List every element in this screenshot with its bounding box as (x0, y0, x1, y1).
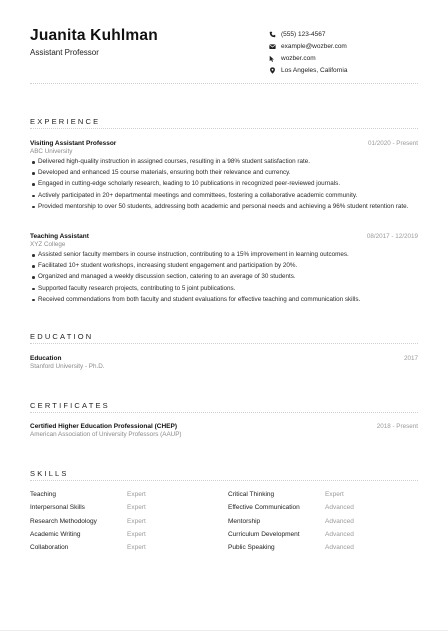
education-degree-label: Education (30, 355, 62, 362)
experience-divider (30, 128, 418, 129)
job-org: ABC University (30, 148, 73, 155)
bullet-item: Facilitated 10+ student workshops, increasing student engagement and participation by 20%. (30, 262, 418, 271)
bullet-item: Delivered high-quality instruction in assigned courses, resulting in a 98% student satisfaction rate. (30, 158, 418, 167)
header-divider (30, 83, 418, 84)
experience-entry (30, 140, 418, 214)
skill-item (228, 518, 354, 525)
bullet-item: Engaged in cutting-edge scholarly research, leading to 10 publications in recognized peer-reviewed journals. (30, 180, 418, 189)
skill-level: Expert (127, 544, 146, 551)
skill-level: Advanced (325, 518, 354, 525)
bullet-item: Developed and enhanced 15 course materials, ensuring both their relevance and currency. (30, 169, 418, 178)
skill-level: Advanced (325, 504, 354, 511)
skill-name: Research Methodology (30, 518, 97, 525)
skill-name: Teaching (30, 491, 57, 498)
skill-item (228, 504, 354, 511)
skill-level: Expert (127, 491, 146, 498)
skill-item (228, 544, 354, 551)
education-divider (30, 343, 418, 344)
bullet-item: Received commendations from both faculty and student evaluations for effective teaching and communication skills. (30, 296, 418, 305)
contact-phone (268, 28, 348, 40)
bullet-item: Organized and managed a weekly discussion section, catering to an average of 30 students. (30, 273, 418, 282)
skill-name: Mentorship (228, 518, 261, 525)
skill-item (30, 531, 146, 538)
skill-item (228, 531, 354, 538)
job-role: Teaching Assistant (30, 233, 89, 240)
skills-divider (30, 480, 418, 481)
certificate-entry (30, 423, 418, 438)
skill-name: Effective Communication (228, 504, 300, 511)
page-bottom-divider (0, 630, 448, 631)
education-entry (30, 355, 418, 370)
job-dates: 08/2017 - 12/2019 (366, 233, 418, 240)
experience-heading: EXPERIENCE (30, 117, 101, 126)
contact-website (268, 53, 348, 65)
education-heading: EDUCATION (30, 332, 94, 341)
certificates-heading: CERTIFICATES (30, 401, 110, 410)
job-bullets (30, 158, 418, 212)
skill-name: Collaboration (30, 544, 69, 551)
link-icon (268, 54, 277, 63)
contact-location-text: Los Angeles, California (281, 67, 348, 75)
education-year: 2017 (403, 355, 418, 362)
location-pin-icon (268, 66, 277, 75)
bullet-item: Supported faculty research projects, contributing to 5 joint publications. (30, 285, 418, 294)
contact-block (268, 28, 348, 77)
email-icon (268, 42, 277, 51)
skill-item (30, 504, 146, 511)
skill-name: Critical Thinking (228, 491, 275, 498)
bullet-item: Provided mentorship to over 50 students, addressing both academic and personal needs and achieving a 96% student retention rate. (30, 203, 418, 212)
contact-email (268, 40, 348, 52)
job-bullets (30, 251, 418, 305)
skill-level: Advanced (325, 531, 354, 538)
skill-name: Academic Writing (30, 531, 81, 538)
skill-level: Advanced (325, 544, 354, 551)
certificates-divider (30, 412, 418, 413)
candidate-title: Assistant Professor (30, 48, 99, 57)
skill-level: Expert (127, 504, 146, 511)
contact-location (268, 65, 348, 77)
certificate-name: Certified Higher Education Professional (CHEP) (30, 423, 177, 430)
skill-level: Expert (127, 518, 146, 525)
job-org: XYZ College (30, 241, 66, 248)
education-school: Stanford University - Ph.D. (30, 363, 105, 370)
bullet-item: Assisted senior faculty members in course instruction, contributing to a 15% improvement in learning outcomes. (30, 251, 418, 260)
skill-item (228, 491, 344, 498)
skill-item (30, 544, 146, 551)
skill-item (30, 518, 146, 525)
certificate-issuer: American Association of University Professors (AAUP) (30, 431, 182, 438)
certificate-dates: 2018 - Present (376, 423, 418, 430)
skill-item (30, 491, 146, 498)
contact-email-text[interactable]: example@wozber.com (281, 42, 347, 50)
job-role: Visiting Assistant Professor (30, 140, 117, 147)
skill-name: Public Speaking (228, 544, 275, 551)
contact-phone-text[interactable]: (555) 123-4567 (281, 30, 326, 38)
contact-website-text[interactable]: wozber.com (281, 55, 316, 63)
candidate-name: Juanita Kuhlman (30, 27, 158, 44)
skill-name: Interpersonal Skills (30, 504, 85, 511)
skill-level: Expert (325, 491, 344, 498)
skill-name: Curriculum Development (228, 531, 300, 538)
job-dates: 01/2020 - Present (367, 140, 418, 147)
phone-icon (268, 30, 277, 39)
experience-entry (30, 233, 418, 307)
skill-level: Expert (127, 531, 146, 538)
bullet-item: Actively participated in 20+ departmental meetings and committees, fostering a collaborative academic community. (30, 192, 418, 201)
skills-heading: SKILLS (30, 469, 69, 478)
